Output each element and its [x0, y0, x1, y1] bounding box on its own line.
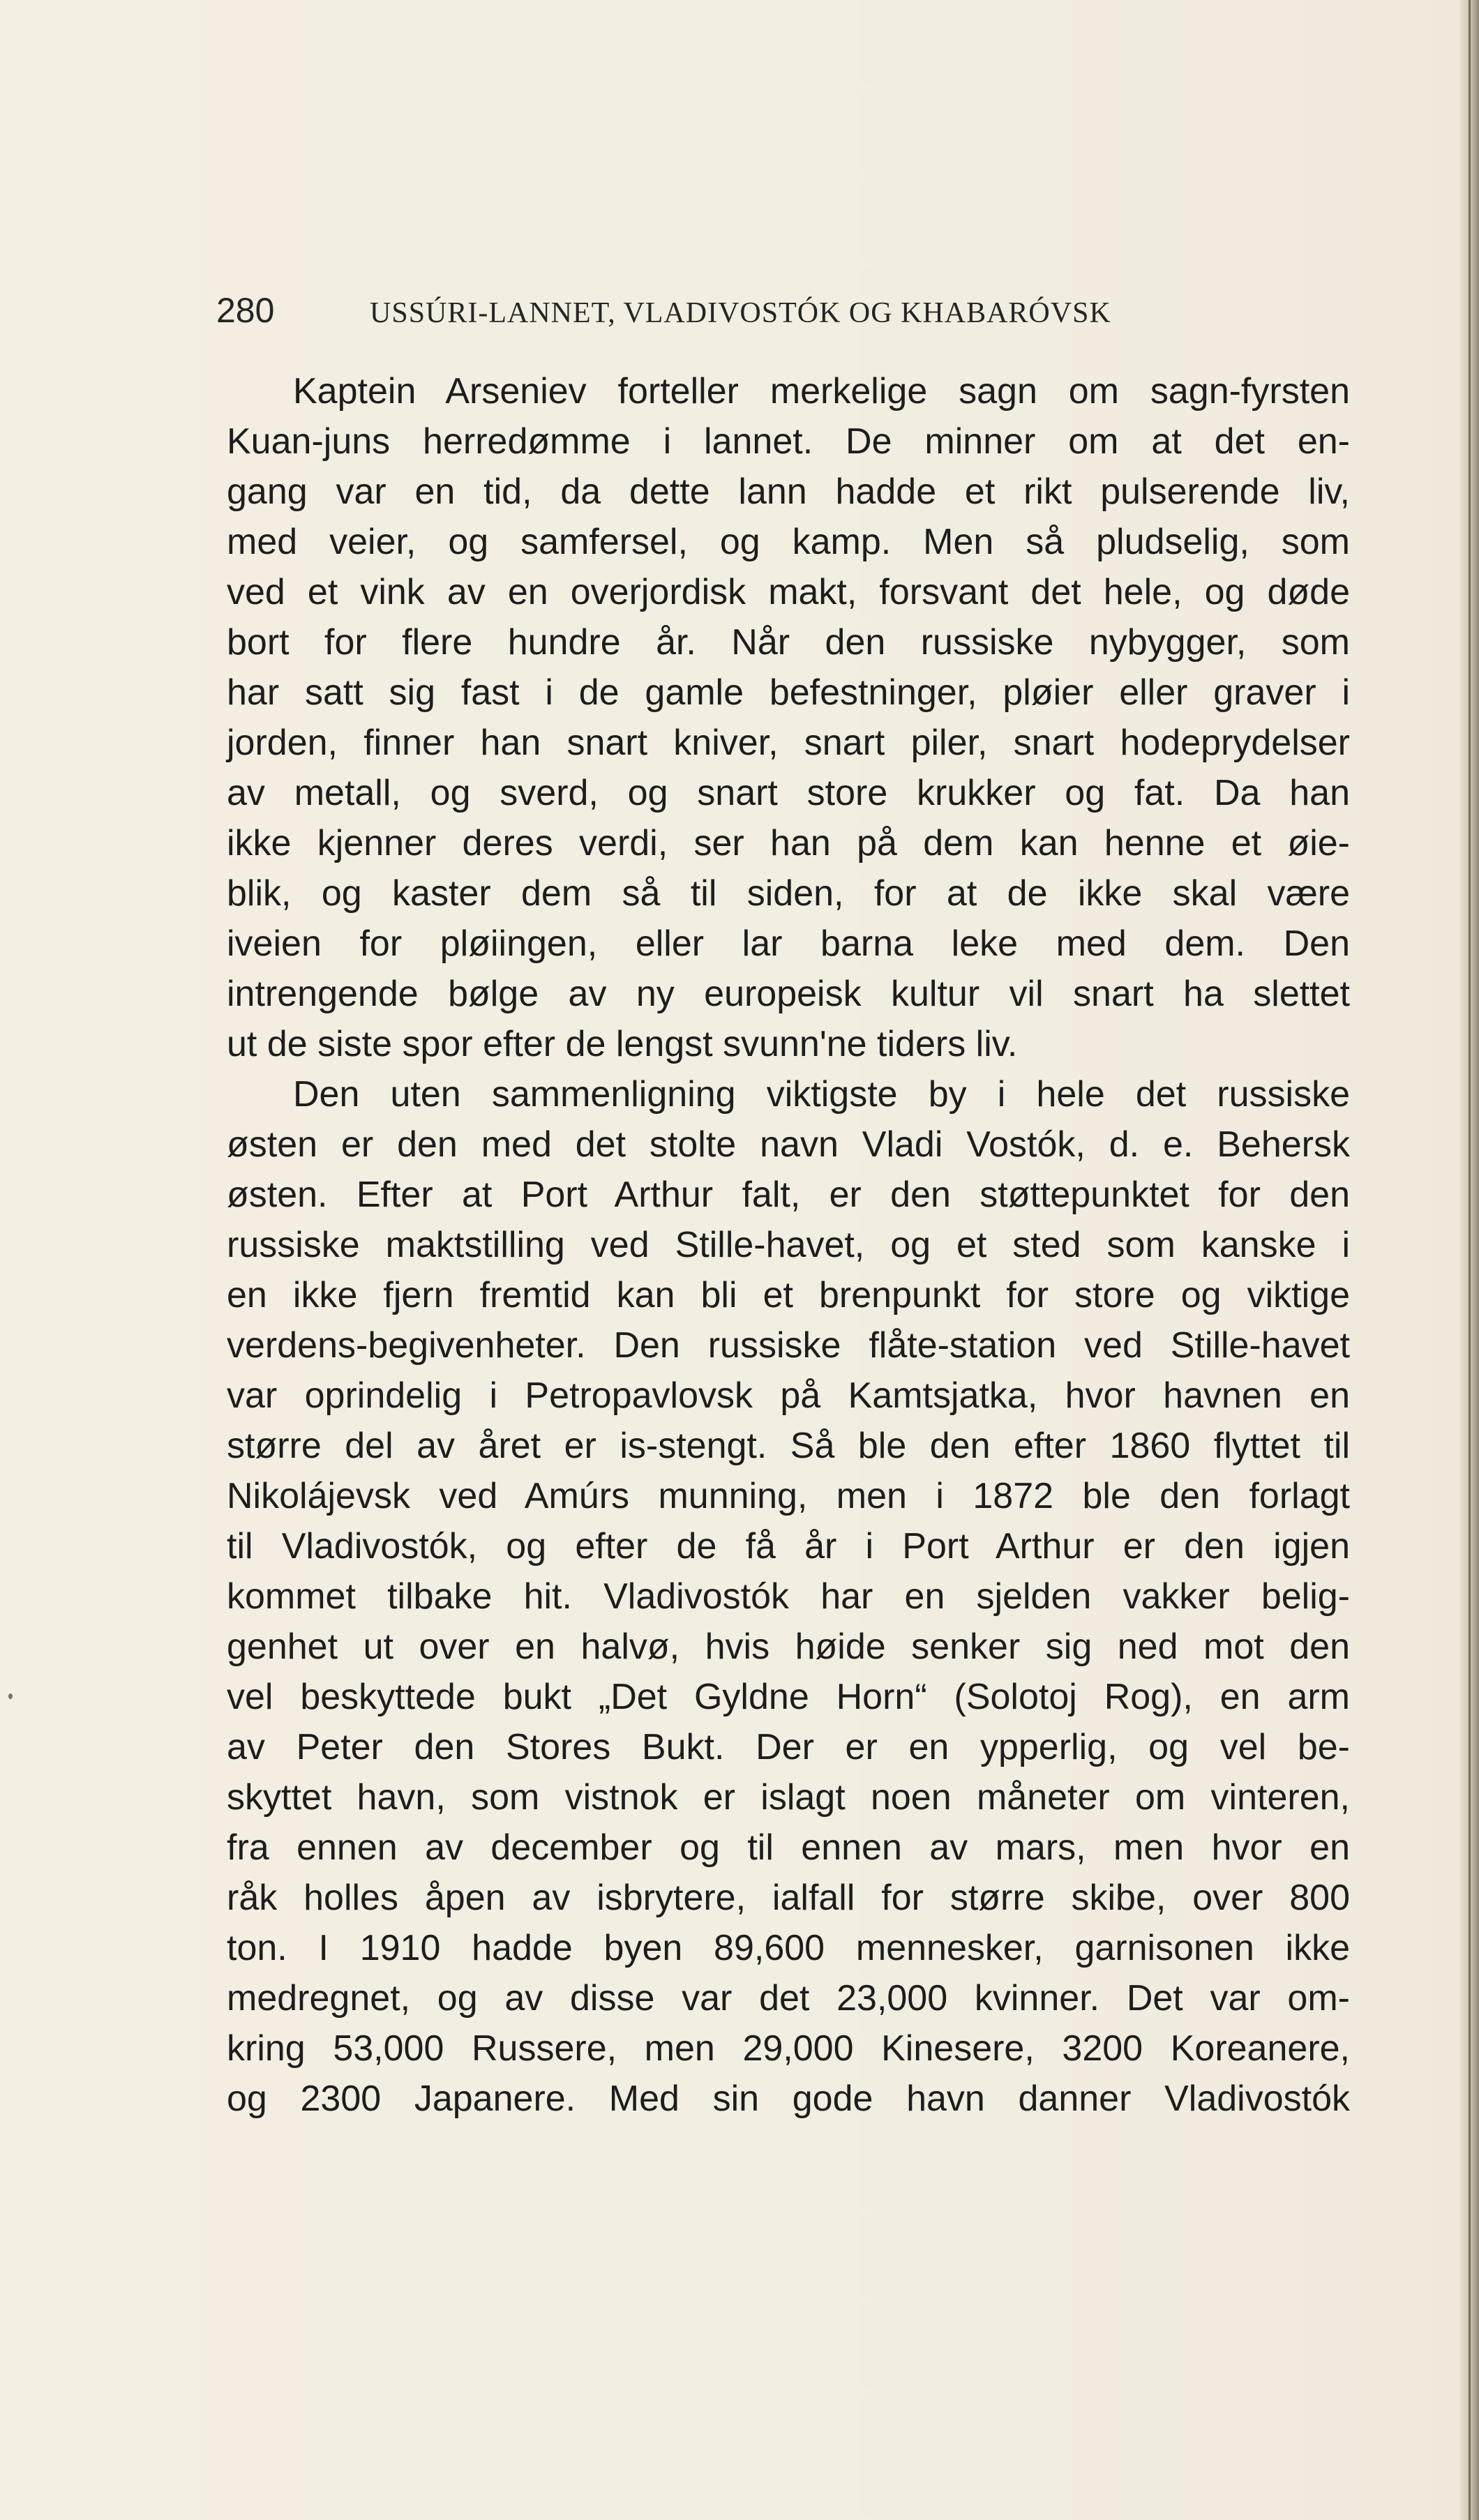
text-line: Nikolájevsk ved Amúrs munning, men i 1872 ble den forlagt: [227, 1476, 1350, 1516]
text-line: iveien for pløiingen, eller lar barna leke med dem. Den: [227, 923, 1350, 964]
text-line: til Vladivostók, og efter de få år i Port Arthur er den igjen: [227, 1526, 1350, 1567]
text-line: jorden, finner han snart kniver, snart piler, snart hodeprydelser: [227, 723, 1350, 763]
text-line: skyttet havn, som vistnok er islagt noen måneter om vinteren,: [227, 1777, 1350, 1818]
text-line: var oprindelig i Petropavlovsk på Kamtsjatka, hvor havnen en: [227, 1375, 1350, 1416]
text-line: ved et vink av en overjordisk makt, forsvant det hele, og døde: [227, 572, 1350, 612]
text-line: kring 53,000 Russere, men 29,000 Kinesere, 3200 Koreanere,: [227, 2028, 1350, 2069]
running-head: USSÚRI-LANNET, VLADIVOSTÓK OG KHABARÓVSK: [370, 297, 1111, 329]
text-line: ikke kjenner deres verdi, ser han på dem kan henne et øie-: [227, 823, 1350, 863]
text-line: medregnet, og av disse var det 23,000 kvinner. Det var om-: [227, 1978, 1350, 2019]
text-line: kommet tilbake hit. Vladivostók har en sjelden vakker belig-: [227, 1576, 1350, 1617]
text-line: gang var en tid, da dette lann hadde et rikt pulserende liv,: [227, 471, 1350, 512]
text-line: blik, og kaster dem så til siden, for at de ikke skal være: [227, 873, 1350, 914]
page-number: 280: [216, 291, 275, 330]
text-line: verdens-begivenheter. Den russiske flåte-station ved Stille-havet: [227, 1325, 1350, 1366]
text-line: og 2300 Japanere. Med sin gode havn danner Vladivostók: [227, 2078, 1350, 2119]
text-line: med veier, og samfersel, og kamp. Men så pludselig, som: [227, 522, 1350, 562]
margin-dot: [8, 1693, 13, 1699]
text-line: bort for flere hundre år. Når den russiske nybygger, som: [227, 622, 1350, 663]
text-line: genhet ut over en halvø, hvis høide senker sig ned mot den: [227, 1627, 1350, 1667]
text-line: ton. I 1910 hadde byen 89,600 mennesker, garnisonen ikke: [227, 1928, 1350, 1968]
page-edge-line: [1469, 0, 1471, 2520]
text-line: vel beskyttede bukt „Det Gyldne Horn“ (Solotoj Rog), en arm: [227, 1677, 1350, 1717]
text-line: Kaptein Arseniev forteller merkelige sagn om sagn-fyrsten: [293, 371, 1350, 412]
text-line: Kuan-juns herredømme i lannet. De minner om at det en-: [227, 421, 1350, 462]
text-line: russiske maktstilling ved Stille-havet, og et sted som kanske i: [227, 1225, 1350, 1265]
text-line: har satt sig fast i de gamle befestninger, pløier eller graver i: [227, 672, 1350, 713]
text-line: Den uten sammenligning viktigste by i hele det russiske: [293, 1074, 1350, 1115]
text-line: av Peter den Stores Bukt. Der er en ypperlig, og vel be-: [227, 1727, 1350, 1767]
text-line: østen er den med det stolte navn Vladi Vostók, d. e. Behersk: [227, 1124, 1350, 1165]
body-text: [227, 366, 1350, 2124]
text-line: ut de siste spor efter de lengst svunn'ne tiders liv.: [227, 1024, 1018, 1064]
text-line: østen. Efter at Port Arthur falt, er den støttepunktet for den: [227, 1175, 1350, 1215]
text-line: råk holles åpen av isbrytere, ialfall for større skibe, over 800: [227, 1878, 1350, 1918]
text-line: fra ennen av december og til ennen av mars, men hvor en: [227, 1827, 1350, 1868]
text-line: større del av året er is-stengt. Så ble den efter 1860 flyttet til: [227, 1426, 1350, 1466]
text-line: intrengende bølge av ny europeisk kultur vil snart ha slettet: [227, 974, 1350, 1014]
page-header: [216, 286, 1228, 335]
text-line: av metall, og sverd, og snart store krukker og fat. Da han: [227, 773, 1350, 813]
text-line: en ikke fjern fremtid kan bli et brenpunkt for store og viktige: [227, 1275, 1350, 1315]
